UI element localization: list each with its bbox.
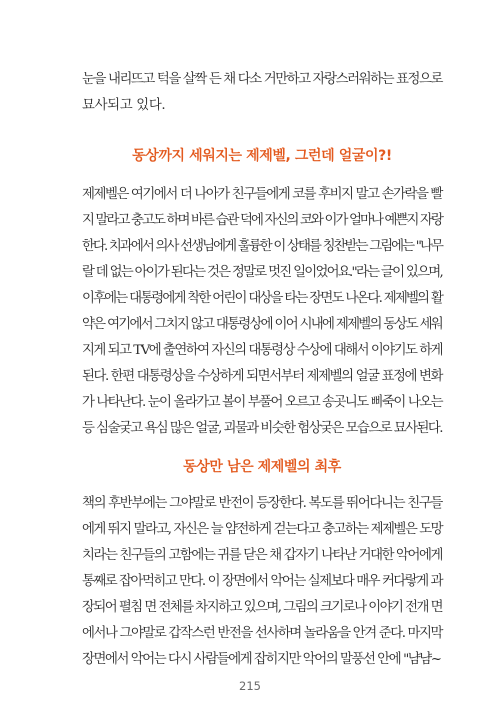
text-line: 에서나 그야말로 갑작스런 반전을 선사하며 놀라움을 안겨 준다. 마지막 — [82, 626, 442, 641]
text-line: 장되어 펼침 면 전체를 차지하고 있으며, 그림의 크기로나 이야기 전개 면 — [82, 600, 442, 615]
text-line: 장면에서 악어는 다시 사람들에게 잡히지만 악어의 말풍선 안에 "냠냠~ — [82, 652, 441, 667]
text-line: 이후에는 대통령에게 착한 어린이 대상을 타는 장면도 나온다. 제제벨의 활 — [82, 291, 442, 306]
text-line: 가 나타난다. 눈이 올라가고 볼이 부풀어 오르고 송곳니도 삐죽이 나오는 — [82, 395, 442, 410]
text-line: 등 심술궂고 욕심 많은 얼굴, 괴물과 비슷한 험상궂은 모습으로 묘사된다. — [82, 421, 442, 436]
section-heading-ending: 동상만 남은 제제벨의 최후 — [183, 459, 341, 475]
text-line: 랄 데 없는 아이가 된다는 것은 정말로 멋진 일이었어요."라는 글이 있으며, — [82, 265, 442, 280]
text-line: 약은 여기에서 그치지 않고 대통령상에 이어 시내에 제제벨의 동상도 세워 — [82, 317, 442, 332]
text-line: 에게 뛰지 말라고, 자신은 늘 얌전하게 걷는다고 충고하는 제제벨은 도망 — [82, 522, 442, 537]
text-line: 치라는 친구들의 고함에는 귀를 닫은 채 갑자기 나타난 거대한 악어에게 — [82, 548, 442, 563]
text-line: 지게 되고 TV에 출연하여 자신의 대통령상 수상에 대해서 이야기도 하게 — [82, 343, 442, 358]
section1-paragraph — [82, 182, 442, 442]
text-line: 된다. 한편 대통령상을 수상하게 되면서부터 제제벨의 얼굴 표정에 변화 — [82, 369, 442, 384]
text-line: 지 말라고 충고도 하며 바른 습관 덕에 자신의 코와 이가 얼마나 예쁜지 자랑 — [82, 213, 442, 228]
text-line: 눈을 내리뜨고 턱을 살짝 든 채 다소 거만하고 자랑스러워하는 표정으로 — [82, 72, 442, 87]
text-line: 제제벨은 여기에서 더 나아가 친구들에게 코를 후비지 말고 손가락을 빨 — [82, 187, 442, 202]
text-line: 묘사되고 있다. — [82, 98, 166, 113]
text-line: 책의 후반부에는 그야말로 반전이 등장한다. 복도를 뛰어다니는 친구들 — [82, 496, 442, 511]
page-number: 215 — [239, 679, 261, 693]
intro-paragraph — [82, 67, 442, 119]
section-heading-statue: 동상까지 세워지는 제제벨, 그런데 얼굴이?! — [132, 148, 392, 164]
text-line: 통째로 잡아먹히고 만다. 이 장면에서 악어는 실제보다 매우 커다랗게 과 — [82, 574, 442, 589]
section2-paragraph — [82, 491, 442, 673]
text-line: 한다. 치과에서 의사 선생님에게 훌륭한 이 상태를 칭찬받는 그림에는 "나무 — [82, 239, 442, 254]
